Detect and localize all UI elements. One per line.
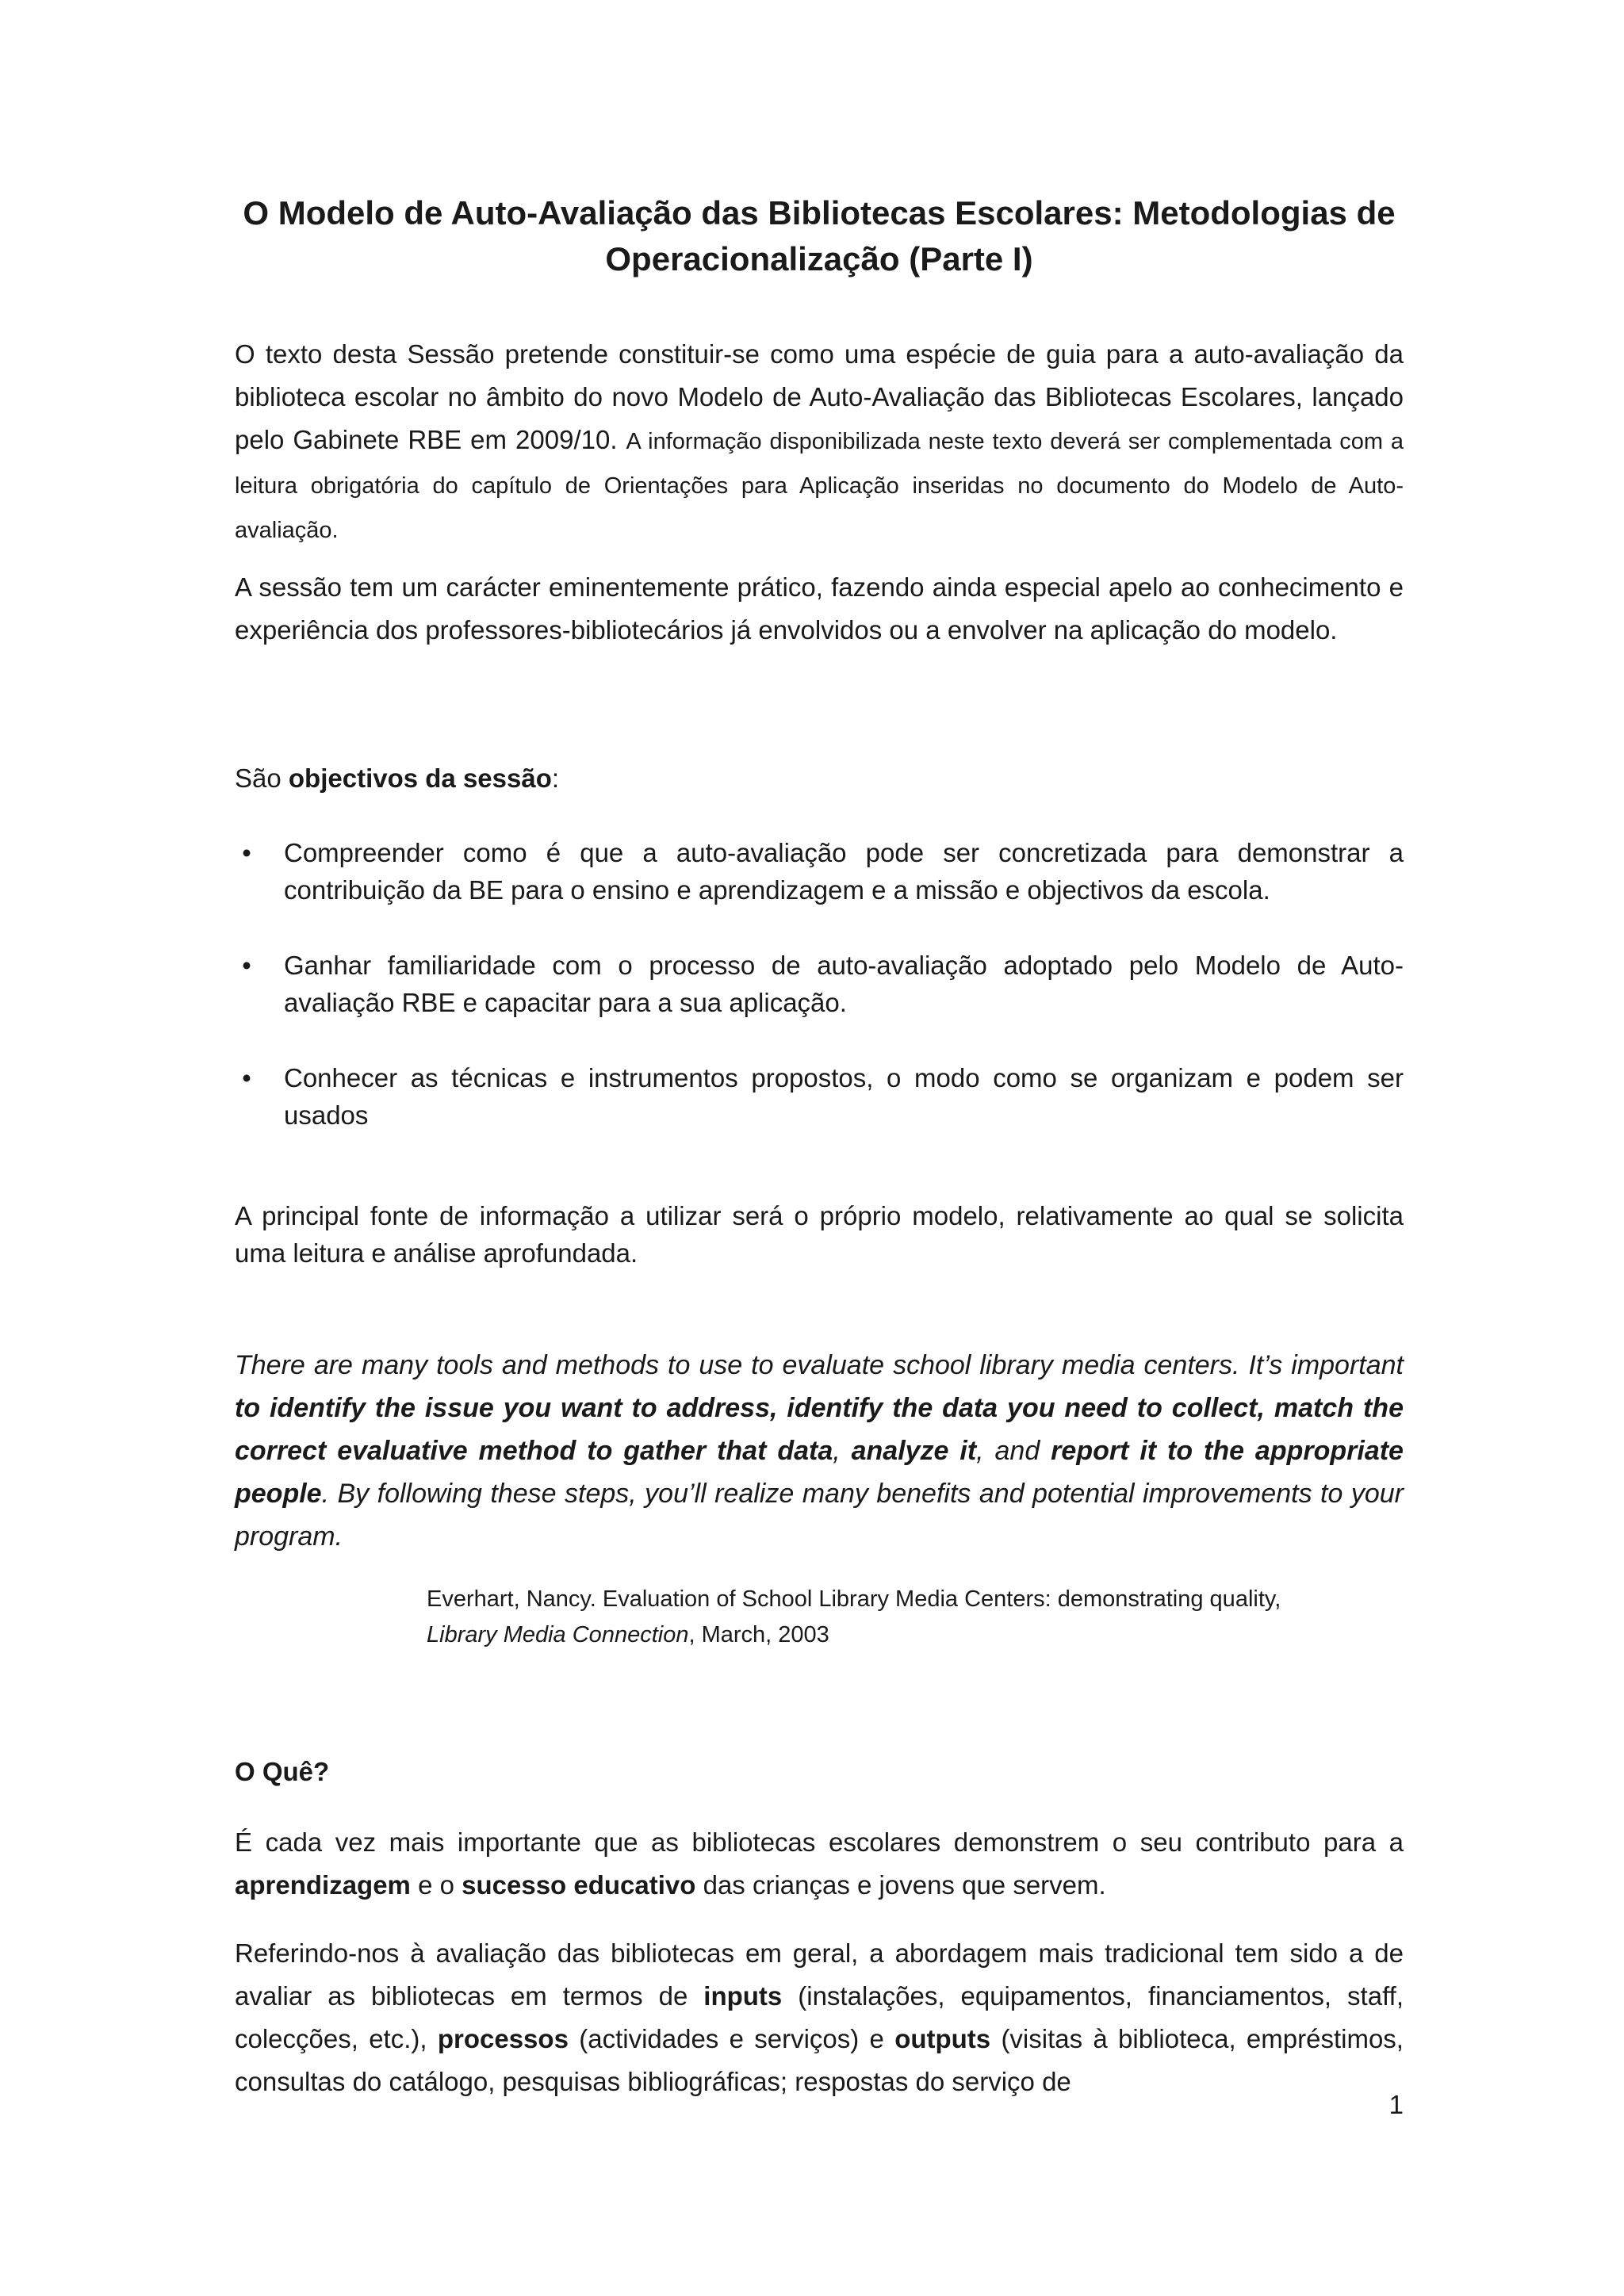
evaluation-bold-3: outputs bbox=[894, 2024, 991, 2053]
quote-bold-1: to identify the issue you want to address, identify the data you need to collect, match the correct evaluative method to gather that data bbox=[235, 1393, 1404, 1466]
quote-text-4: . By following these steps, you’ll realize many benefits and potential improvements to your program. bbox=[235, 1479, 1404, 1552]
objectives-prefix: São bbox=[235, 763, 289, 793]
bullet-icon: • bbox=[242, 838, 251, 867]
page-number: 1 bbox=[1388, 2090, 1404, 2119]
citation-text: Everhart, Nancy. Evaluation of School Library Media Centers: demonstrating quality, bbox=[427, 1586, 1281, 1612]
list-item bbox=[235, 1059, 1404, 1134]
objectives-bold: objectivos da sessão bbox=[288, 763, 552, 793]
list-item-text: Compreender como é que a auto-avaliação pode ser concretizada para demonstrar a contribuição da BE para o ensino e aprendizagem e a missão e objectivos da escola. bbox=[284, 838, 1404, 905]
list-item-text: Conhecer as técnicas e instrumentos propostos, o modo como se organizam e podem ser usados bbox=[284, 1063, 1404, 1130]
objectives-intro bbox=[235, 757, 1404, 800]
evaluation-text-4: (visitas à biblioteca, empréstimos, consultas do catálogo, pesquisas bibliográficas; respostas do serviço de bbox=[235, 2024, 1404, 2096]
importance-text-1: É cada vez mais importante que as bibliotecas escolares demonstrem o seu contributo para a bbox=[235, 1827, 1404, 1857]
quote-text-1: There are many tools and methods to use to evaluate school library media centers. It’s important bbox=[235, 1350, 1404, 1380]
objectives-suffix: : bbox=[551, 763, 560, 793]
evaluation-bold-2: processos bbox=[437, 2024, 569, 2053]
quote-paragraph bbox=[235, 1344, 1404, 1558]
list-item bbox=[235, 947, 1404, 1021]
citation bbox=[427, 1582, 1346, 1653]
importance-bold-2: sucesso educativo bbox=[462, 1870, 696, 1900]
practical-paragraph: A sessão tem um carácter eminentemente prático, fazendo ainda especial apelo ao conhecimento e experiência dos professores-bibliotecários já envolvidos ou a envolver na aplicação do modelo. bbox=[235, 572, 1404, 645]
importance-text-3: das crianças e jovens que servem. bbox=[695, 1870, 1106, 1900]
quote-text-3: , and bbox=[976, 1436, 1051, 1466]
intro-note: A informação disponibilizada neste texto deverá ser complementada com a leitura obrigatória do capítulo de Orientações para Aplicação inseridas no documento do Modelo de Auto-avaliação. bbox=[235, 429, 1404, 543]
evaluation-paragraph bbox=[235, 1932, 1404, 2103]
list-item bbox=[235, 834, 1404, 909]
document-title: O Modelo de Auto-Avaliação das Bibliotecas Escolares: Metodologias de Operacionalização (Parte I) bbox=[243, 194, 1396, 277]
intro-paragraph bbox=[235, 333, 1404, 552]
list-item-text: Ganhar familiaridade com o processo de auto-avaliação adoptado pelo Modelo de Auto-avaliação RBE e capacitar para a sua aplicação. bbox=[284, 951, 1404, 1017]
evaluation-text-3: (actividades e serviços) e bbox=[568, 2024, 895, 2053]
citation-italic: Library Media Connection bbox=[427, 1622, 689, 1647]
bullet-icon: • bbox=[242, 1063, 251, 1093]
intro-text: O texto desta Sessão pretende constituir-se como uma espécie de guia para a auto-avaliação da biblioteca escolar no âmbito do novo Modelo de Auto-Avaliação das Bibliotecas Escolares, lançado pelo Gabinete RBE em 2009/10. bbox=[235, 339, 1404, 454]
importance-paragraph bbox=[235, 1821, 1404, 1907]
evaluation-text-2: (instalações, equipamentos, financiamentos, staff, colecções, etc.), bbox=[235, 1981, 1404, 2053]
quote-bold-3: report it to the appropriate people bbox=[235, 1436, 1404, 1509]
quote-text-2: , bbox=[833, 1436, 852, 1466]
section-heading: O Quê? bbox=[235, 1757, 330, 1786]
bullet-icon: • bbox=[242, 951, 251, 980]
evaluation-bold-1: inputs bbox=[703, 1981, 783, 2011]
source-paragraph: A principal fonte de informação a utilizar será o próprio modelo, relativamente ao qual se solicita uma leitura e análise aprofundada. bbox=[235, 1201, 1404, 1268]
citation-tail: , March, 2003 bbox=[688, 1622, 829, 1647]
quote-bold-2: analyze it bbox=[851, 1436, 977, 1466]
evaluation-text-1: Referindo-nos à avaliação das bibliotecas em geral, a abordagem mais tradicional tem sido a de avaliar as bibliotecas em termos de bbox=[235, 1938, 1404, 2011]
importance-bold-1: aprendizagem bbox=[235, 1870, 411, 1900]
importance-text-2: e o bbox=[410, 1870, 462, 1900]
